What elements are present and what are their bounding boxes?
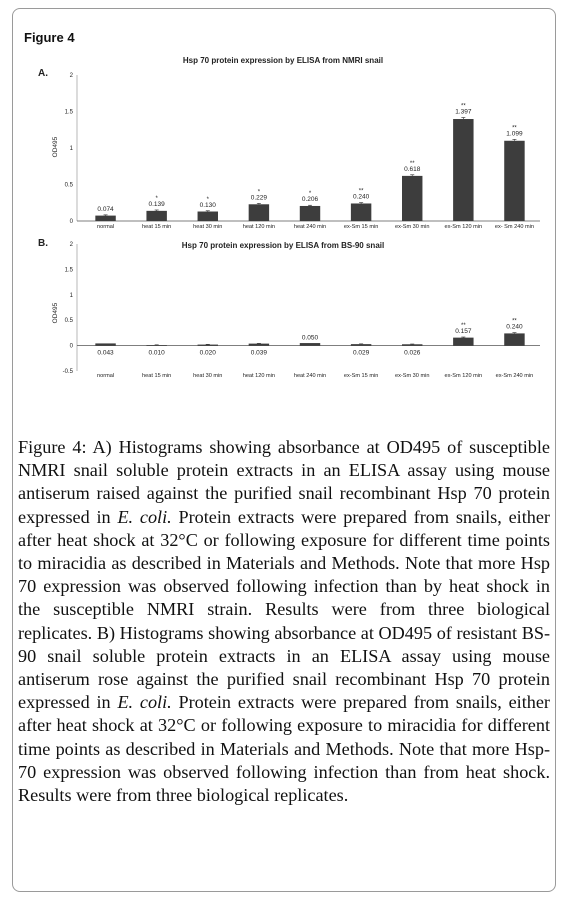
chartB-title: Hsp 70 protein expression by ELISA from BS-90 snail bbox=[181, 241, 385, 250]
chartB-data-label: 0.050 bbox=[301, 334, 319, 342]
chartB-x-tick-label: ex-Sm 120 min bbox=[444, 373, 483, 379]
chartB-bar bbox=[300, 343, 320, 346]
chartB-y-tick-label: 0.5 bbox=[64, 318, 73, 325]
chartA-y-tick-label: 1.5 bbox=[64, 109, 73, 116]
chartA-data-label: 1.099 bbox=[506, 130, 523, 138]
chartB-y-tick-label: 1 bbox=[69, 292, 73, 299]
chartB-y-tick-label: -0.5 bbox=[62, 369, 73, 375]
chartB-data-label: 0.020 bbox=[199, 349, 216, 357]
chartA-data-label: 0.139 bbox=[148, 200, 165, 208]
chartA-significance-marker: ** bbox=[409, 160, 415, 167]
chartA-x-tick-label: heat 15 min bbox=[142, 224, 172, 230]
chartA-significance-marker: * bbox=[308, 191, 312, 198]
chartA-bar bbox=[95, 216, 115, 221]
chartA-data-label: 0.618 bbox=[404, 165, 421, 173]
chartA-y-tick-label: 2 bbox=[69, 73, 73, 79]
chartB-y-tick-label: 1.5 bbox=[64, 267, 73, 274]
chartA-x-tick-label: ex-Sm 30 min bbox=[394, 224, 430, 230]
chartB-bar bbox=[146, 345, 166, 346]
chartB-data-label: 0.157 bbox=[455, 328, 472, 336]
chartA-x-tick-label: ex-Sm 15 min bbox=[343, 224, 379, 230]
caption-text-3: Protein extracts were prepared from snails, either after heat shock at 32°C or following exposure to miracidia for different time points as described in Materials and Methods. Note that more Hsp-70 expression was observed following infection than from heat shock. Results were from three biological replicates. bbox=[18, 692, 550, 806]
chartA-bar bbox=[351, 203, 371, 221]
chartA-y-axis-label: OD495 bbox=[52, 136, 59, 158]
chartA-bar bbox=[402, 176, 422, 221]
chartA-x-tick-label: heat 120 min bbox=[242, 224, 276, 230]
chartB-data-label: 0.026 bbox=[404, 349, 421, 357]
chartA-data-label: 0.206 bbox=[301, 196, 319, 204]
figure-label: Figure 4 bbox=[24, 30, 75, 45]
chartB-x-tick-label: heat 240 min bbox=[293, 373, 327, 379]
chartA-data-label: 0.240 bbox=[352, 193, 370, 201]
chartA-data-label: 1.397 bbox=[455, 108, 472, 116]
chartA-significance-marker: ** bbox=[358, 188, 364, 195]
chartB-bar bbox=[453, 338, 473, 346]
chartB-panel-label: B. bbox=[38, 238, 48, 249]
chartA-bar bbox=[300, 206, 320, 221]
chartB-y-tick-label: 0 bbox=[69, 343, 73, 350]
chartA-significance-marker: ** bbox=[512, 125, 517, 132]
chartA-significance-marker: ** bbox=[460, 103, 466, 110]
chartB-x-tick-label: heat 120 min bbox=[242, 373, 276, 379]
chartA-x-tick-label: ex-Sm 120 min bbox=[444, 224, 483, 230]
caption-text-2: Protein extracts were prepared from snails, either after heat shock at 32°C or following exposure for different time points to miracidia as described in Materials and Methods. Note that more Hsp 70 expression was observed following infection than by heat shock in the susceptible NMRI strain. Results were from three biological replicates. B) Histograms showing absorbance at OD495 of resistant BS-90 snail soluble protein extracts in an ELISA assay using mouse antiserum rose against the purified snail recombinant Hsp 70 protein expressed in bbox=[18, 506, 550, 713]
chartB-y-tick-label: 2 bbox=[69, 242, 73, 248]
chartA-y-tick-label: 1 bbox=[69, 146, 73, 152]
chartA-title: Hsp 70 protein expression by ELISA from NMRI snail bbox=[182, 56, 384, 65]
chartA-bar bbox=[249, 204, 269, 221]
chartB-y-axis-label: OD495 bbox=[52, 302, 59, 324]
chartB-x-tick-label: ex-Sm 30 min bbox=[394, 373, 430, 379]
chartB-data-label: 0.043 bbox=[97, 349, 114, 357]
caption-species-2: E. coli. bbox=[117, 692, 172, 713]
chartB-significance-marker: ** bbox=[512, 318, 517, 325]
chartA-significance-marker: * bbox=[257, 189, 261, 196]
chartB-x-tick-label: heat 15 min bbox=[142, 373, 172, 379]
chartB-bar bbox=[95, 343, 115, 345]
chartA-significance-marker: * bbox=[206, 196, 209, 203]
chartA-bar bbox=[146, 211, 166, 221]
chartA-y-tick-label: 0 bbox=[69, 219, 73, 225]
chartB-data-label: 0.029 bbox=[352, 349, 370, 357]
chartA-data-label: 0.229 bbox=[250, 194, 268, 202]
chartA-panel-label: A. bbox=[38, 68, 48, 79]
chartB-x-tick-label: ex-Sm 15 min bbox=[343, 373, 379, 379]
caption-text-1: Figure 4: A) Histograms showing absorbance at OD495 of susceptible NMRI snail soluble protein extracts in an ELISA assay using mouse antiserum raised against the purified snail recombinant Hsp 70 protein expressed in bbox=[18, 437, 550, 527]
chartB-data-label: 0.039 bbox=[250, 349, 268, 357]
chartA-bar bbox=[453, 119, 473, 221]
chartB-bar bbox=[351, 344, 371, 345]
caption-species-1: E. coli. bbox=[117, 506, 172, 527]
chartA-x-tick-label: heat 240 min bbox=[293, 224, 327, 230]
chartA-data-label: 0.074 bbox=[97, 205, 114, 213]
chartB-data-label: 0.240 bbox=[506, 323, 523, 331]
chartB-x-tick-label: normal bbox=[97, 373, 115, 379]
chartA-data-label: 0.130 bbox=[199, 201, 216, 209]
chartA-bar bbox=[504, 141, 524, 221]
chartB-data-label: 0.010 bbox=[148, 349, 165, 357]
chartA-significance-marker: * bbox=[155, 195, 158, 202]
chartB-bar bbox=[198, 345, 218, 346]
chartA-bar bbox=[198, 212, 218, 221]
chartB-bar bbox=[402, 344, 422, 345]
chartB-bar bbox=[504, 333, 524, 345]
chartA-y-tick-label: 0.5 bbox=[64, 182, 73, 189]
chartB-significance-marker: ** bbox=[460, 323, 466, 330]
chartB-bar bbox=[249, 344, 269, 346]
figure-charts bbox=[0, 0, 562, 400]
chartB-x-tick-label: heat 30 min bbox=[193, 373, 223, 379]
chartA-x-tick-label: normal bbox=[97, 224, 115, 230]
chartB-x-tick-label: ex-Sm 240 min bbox=[495, 373, 534, 379]
chartA-x-tick-label: heat 30 min bbox=[193, 224, 223, 230]
figure-caption bbox=[18, 436, 550, 807]
chartA-x-tick-label: ex- Sm 240 min bbox=[494, 224, 535, 230]
